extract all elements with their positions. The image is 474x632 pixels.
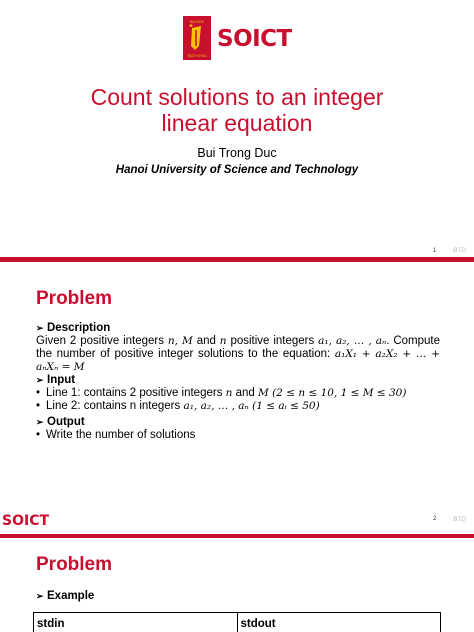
footer-logo: SOICT xyxy=(2,513,50,529)
arrow-bullet-icon: ➢ xyxy=(36,375,44,385)
bullet-icon: • xyxy=(36,400,41,412)
input-line-2 xyxy=(36,400,440,413)
slide-heading: Problem xyxy=(36,288,113,309)
output-section xyxy=(36,416,440,429)
description-text xyxy=(36,335,440,374)
author-name: Bui Trong Duc xyxy=(197,146,277,160)
example-label: Example xyxy=(47,590,95,602)
slide-heading: Problem xyxy=(36,554,113,575)
example-section xyxy=(36,590,94,602)
math-M: M xyxy=(257,387,269,399)
text-fragment: Write the number of solutions xyxy=(46,429,196,441)
math-n: n xyxy=(225,387,233,399)
footer-initials: BTD xyxy=(453,247,466,254)
description-label: Description xyxy=(47,322,111,334)
table-header-stdout: stdout xyxy=(237,613,441,632)
math-coefficients: a₁, a₂, … , aₙ xyxy=(183,400,249,412)
crest-top-text: ĐẠI HỌC xyxy=(189,20,205,24)
arrow-bullet-icon: ➢ xyxy=(36,591,44,601)
footer-initials: BTD xyxy=(453,516,466,523)
crest-bottom-text: BÁCH KHOA xyxy=(187,54,207,58)
math-range: (1 ≤ aᵢ ≤ 50) xyxy=(248,400,320,412)
output-line xyxy=(36,429,440,442)
slide-title-line1: Count solutions to an integer xyxy=(90,84,384,110)
text-fragment: Given 2 positive integers xyxy=(36,335,168,347)
example-slide xyxy=(0,540,474,632)
text-fragment: Line 2: contains n integers xyxy=(46,400,184,412)
text-fragment: positive integers xyxy=(226,335,319,347)
affiliation: Hanoi University of Science and Technology xyxy=(115,164,359,176)
math-n: n xyxy=(219,335,227,347)
math-n-M: n, M xyxy=(167,335,193,347)
text-fragment: Line 1: contains 2 positive integers xyxy=(46,387,226,399)
slide-divider xyxy=(0,534,474,538)
arrow-bullet-icon: ➢ xyxy=(36,323,44,333)
output-label: Output xyxy=(47,416,85,428)
slide-title-line2: linear equation xyxy=(161,110,313,136)
problem-body xyxy=(36,322,440,442)
title-slide xyxy=(0,0,474,262)
math-coefficients: a₁, a₂, … , aₙ xyxy=(318,335,387,347)
page-number: 2 xyxy=(433,516,437,522)
problem-slide xyxy=(0,262,474,540)
math-range: (2 ≤ n ≤ 10, 1 ≤ M ≤ 30) xyxy=(268,387,407,399)
bullet-icon: • xyxy=(36,429,41,441)
example-table xyxy=(33,612,441,632)
input-label: Input xyxy=(47,374,76,386)
arrow-bullet-icon: ➢ xyxy=(36,417,44,427)
bullet-icon: • xyxy=(36,387,41,399)
text-fragment: and xyxy=(192,335,220,347)
text-fragment: . Compute the number of positive integer solutions to the equation: xyxy=(36,335,440,360)
logo-text: SOICT xyxy=(217,26,292,52)
table-header-stdin: stdin xyxy=(37,618,65,630)
input-line-1 xyxy=(36,387,440,400)
soict-logo xyxy=(183,16,293,64)
university-crest-icon xyxy=(183,16,211,60)
page-number: 1 xyxy=(433,248,437,254)
input-section xyxy=(36,374,440,387)
description-section xyxy=(36,322,440,335)
text-fragment: and xyxy=(232,387,258,399)
math-equation: a₁X₁ + a₂X₂ + … + aₙXₙ = M xyxy=(36,348,440,373)
